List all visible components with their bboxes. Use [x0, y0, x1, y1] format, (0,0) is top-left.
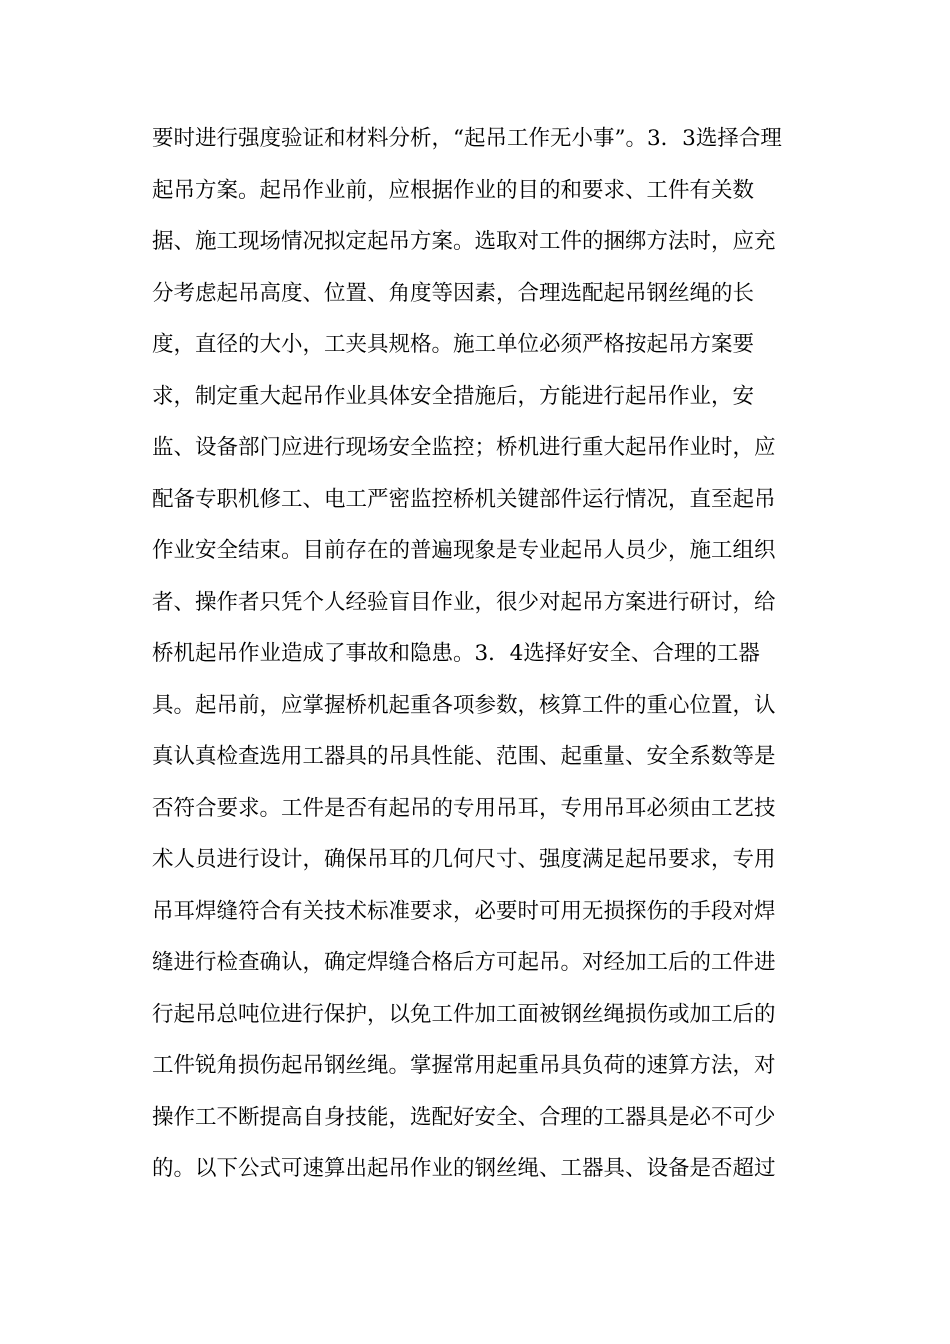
text-line: 起吊方案。起吊作业前，应根据作业的目的和要求、工件有关数	[152, 177, 755, 203]
text-line: 真认真检查选用工器具的吊具性能、范围、起重量、安全系数等是	[152, 744, 776, 769]
body-text	[152, 113, 812, 1195]
text-line: 的。以下公式可速算出起吊作业的钢丝绳、工器具、设备是否超过	[152, 1156, 776, 1181]
text-line: 吊耳焊缝符合有关技术标准要求，必要时可用无损探伤的手段对焊	[152, 898, 776, 924]
text-line: 作业安全结束。目前存在的普遍现象是专业起吊人员少，施工组织	[152, 538, 776, 563]
text-line: 缝进行检查确认，确定焊缝合格后方可起吊。对经加工后的工件进	[152, 950, 776, 975]
text-line: 监、设备部门应进行现场安全监控；桥机进行重大起吊作业时，应	[152, 435, 776, 460]
text-line: 求，制定重大起吊作业具体安全措施后，方能进行起吊作业，安	[152, 383, 755, 409]
text-line: 行起吊总吨位进行保护，以免工件加工面被钢丝绳损伤或加工后的	[152, 1001, 776, 1027]
text-line: 工件锐角损伤起吊钢丝绳。掌握常用起重吊具负荷的速算方法，对	[152, 1053, 776, 1078]
text-line: 度，直径的大小，工夹具规格。施工单位必须严格按起吊方案要	[152, 332, 755, 357]
text-line: 要时进行强度验证和材料分析，“起吊工作无小事”。3．3选择合理	[152, 126, 782, 151]
text-line: 否符合要求。工件是否有起吊的专用吊耳，专用吊耳必须由工艺技	[152, 795, 776, 821]
text-line: 分考虑起吊高度、位置、角度等因素，合理选配起吊钢丝绳的长	[152, 280, 755, 306]
text-line: 桥机起吊作业造成了事故和隐患。3．4选择好安全、合理的工器	[152, 641, 760, 666]
text-line: 术人员进行设计，确保吊耳的几何尺寸、强度满足起吊要求，专用	[152, 847, 776, 872]
text-line: 者、操作者只凭个人经验盲目作业，很少对起吊方案进行研讨，给	[152, 589, 776, 615]
text-line: 据、施工现场情况拟定起吊方案。选取对工件的捆绑方法时，应充	[152, 229, 776, 254]
text-line: 操作工不断提高自身技能，选配好安全、合理的工器具是必不可少	[152, 1104, 776, 1130]
text-line: 配备专职机修工、电工严密监控桥机关键部件运行情况，直至起吊	[152, 486, 776, 512]
text-line: 具。起吊前，应掌握桥机起重各项参数，核算工件的重心位置，认	[152, 692, 776, 718]
